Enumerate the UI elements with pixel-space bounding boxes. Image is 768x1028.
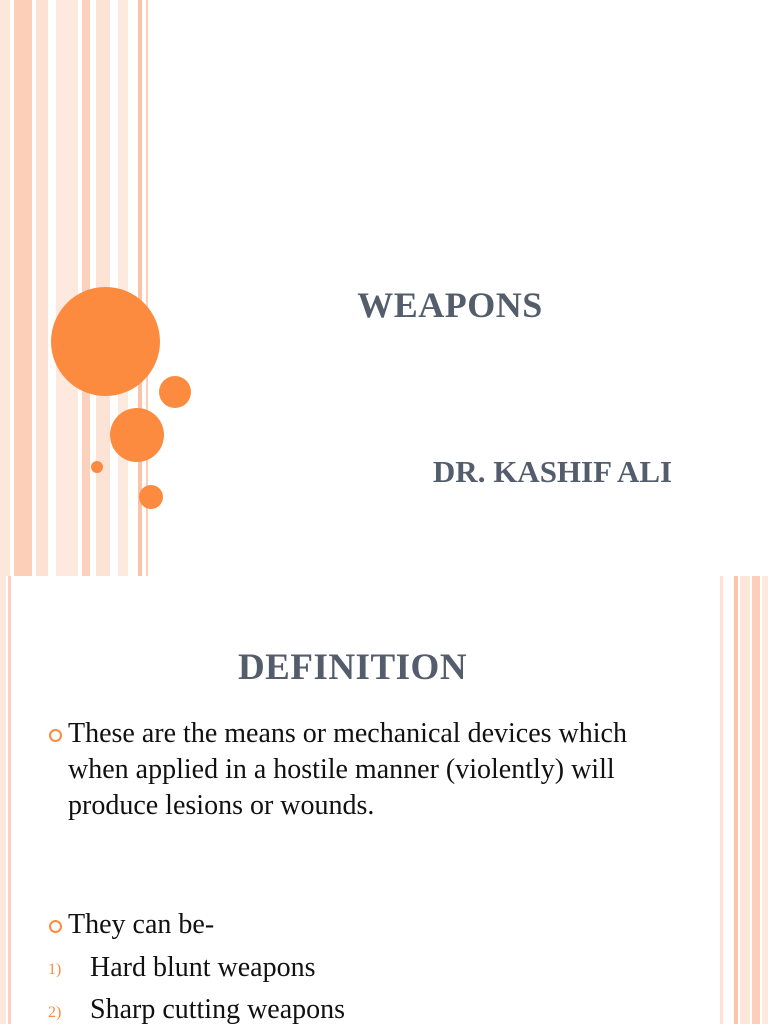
decor-stripe <box>14 0 32 576</box>
decor-stripe <box>82 0 90 576</box>
decor-circle-small <box>139 485 163 509</box>
decor-stripe <box>56 0 78 576</box>
decor-stripe <box>740 576 750 1024</box>
decor-stripe <box>734 576 738 1024</box>
decor-circle-tiny <box>91 461 103 473</box>
decor-stripe <box>0 576 6 1024</box>
bullet-circle-icon <box>49 920 62 933</box>
list-number: 2) <box>48 1004 62 1021</box>
bullet-circle-icon <box>49 729 62 742</box>
decor-stripe <box>762 576 768 1024</box>
list-number: 1) <box>48 961 62 978</box>
decor-stripe <box>752 576 760 1024</box>
decor-stripe <box>720 576 723 1024</box>
decor-circle-small <box>159 376 191 408</box>
decor-circle-medium <box>110 408 164 462</box>
slide-title: DEFINITION <box>237 647 468 688</box>
decor-stripe <box>8 576 11 1024</box>
bullet-text: They can be- <box>68 909 215 940</box>
definition-text: These are the means or mechanical devices which when applied in a hostile manner (violently) will produce lesions or wounds. <box>68 718 627 821</box>
slide-title: WEAPONS <box>357 285 543 325</box>
list-item: Hard blunt weapons <box>90 952 316 983</box>
list-item: Sharp cutting weapons <box>90 994 346 1025</box>
decor-circle-large <box>51 287 160 396</box>
author-name: DR. KASHIF ALI <box>432 454 673 489</box>
decor-stripe <box>0 0 10 576</box>
decor-stripe <box>36 0 48 576</box>
